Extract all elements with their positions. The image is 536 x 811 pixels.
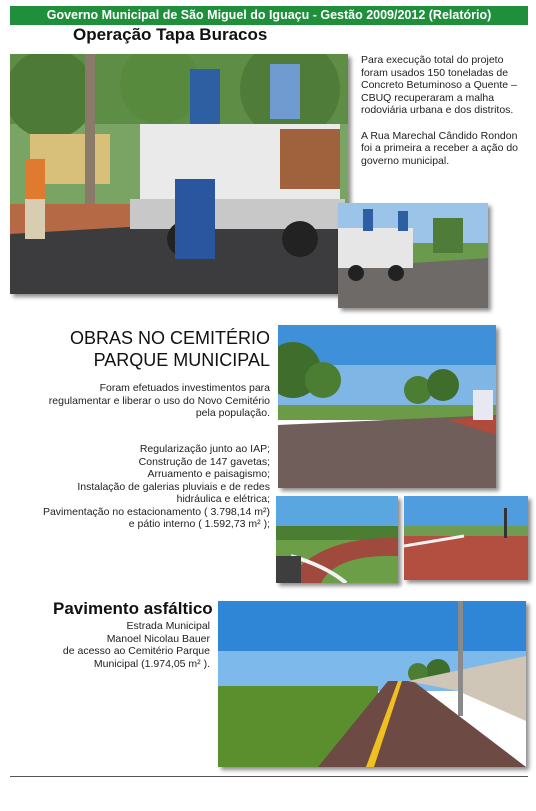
bottom-rule <box>10 776 528 777</box>
section1-paragraph-2: A Rua Marechal Cândido Rondon foi a primeira a receber a ação do governo municipal. <box>361 129 519 167</box>
section2-item: Regularização junto ao IAP; <box>139 443 270 455</box>
section2-item: Instalação de galerias pluviais e de redes <box>77 480 270 493</box>
section1-text <box>361 54 527 167</box>
section2-title-line-1: OBRAS NO CEMITÉRIO <box>69 328 270 348</box>
section3-text <box>10 620 210 670</box>
photo-cemetery-parking <box>404 496 528 580</box>
section2-intro-line: Foram efetuados investimentos para <box>99 382 270 394</box>
section2-intro-line: regulamentar e liberar o uso do Novo Cemitério <box>48 394 270 407</box>
section3-line: Estrada Municipal <box>126 620 210 632</box>
photo-cemetery-curve <box>276 496 398 583</box>
section-title-pavimento: Pavimento asfáltico <box>53 599 213 618</box>
section2-intro-line: pela população. <box>195 407 270 419</box>
section3-line: Manoel Nicolau Bauer <box>106 632 210 645</box>
section1-paragraph-1: Para execução total do projeto foram usados 150 toneladas de Concreto Betuminoso a Quente – CBUQ recuperaram a malha rodoviária urbana e dos distritos. <box>361 54 517 116</box>
section2-item: e pátio interno ( 1.592,73 m² ); <box>128 518 270 530</box>
section2-item: Construção de 147 gavetas; <box>138 455 270 468</box>
photo-cemetery-road <box>278 325 496 488</box>
photo-truck-street <box>338 203 488 308</box>
photo-road-repair-truck <box>10 54 348 294</box>
section2-intro <box>10 382 270 420</box>
section3-line: Municipal (1.974,05 m² ). <box>93 657 210 670</box>
section2-item: Pavimentação no estacionamento ( 3.798,14 m²) <box>42 505 270 518</box>
section2-title-line-2: PARQUE MUNICIPAL <box>93 350 270 370</box>
section-title-tapa-buracos: Operação Tapa Buracos <box>73 25 268 44</box>
section-title-cemiterio <box>40 327 270 371</box>
header-banner: Governo Municipal de São Miguel do Iguaçu - Gestão 2009/2012 (Relatório) <box>10 6 528 25</box>
photo-asphalt-road <box>218 601 526 767</box>
section2-item: Arruamento e paisagismo; <box>147 468 270 480</box>
section2-items <box>0 443 270 531</box>
section3-line: de acesso ao Cemitério Parque <box>62 645 210 657</box>
section2-item: hidráulica e elétrica; <box>176 493 270 505</box>
